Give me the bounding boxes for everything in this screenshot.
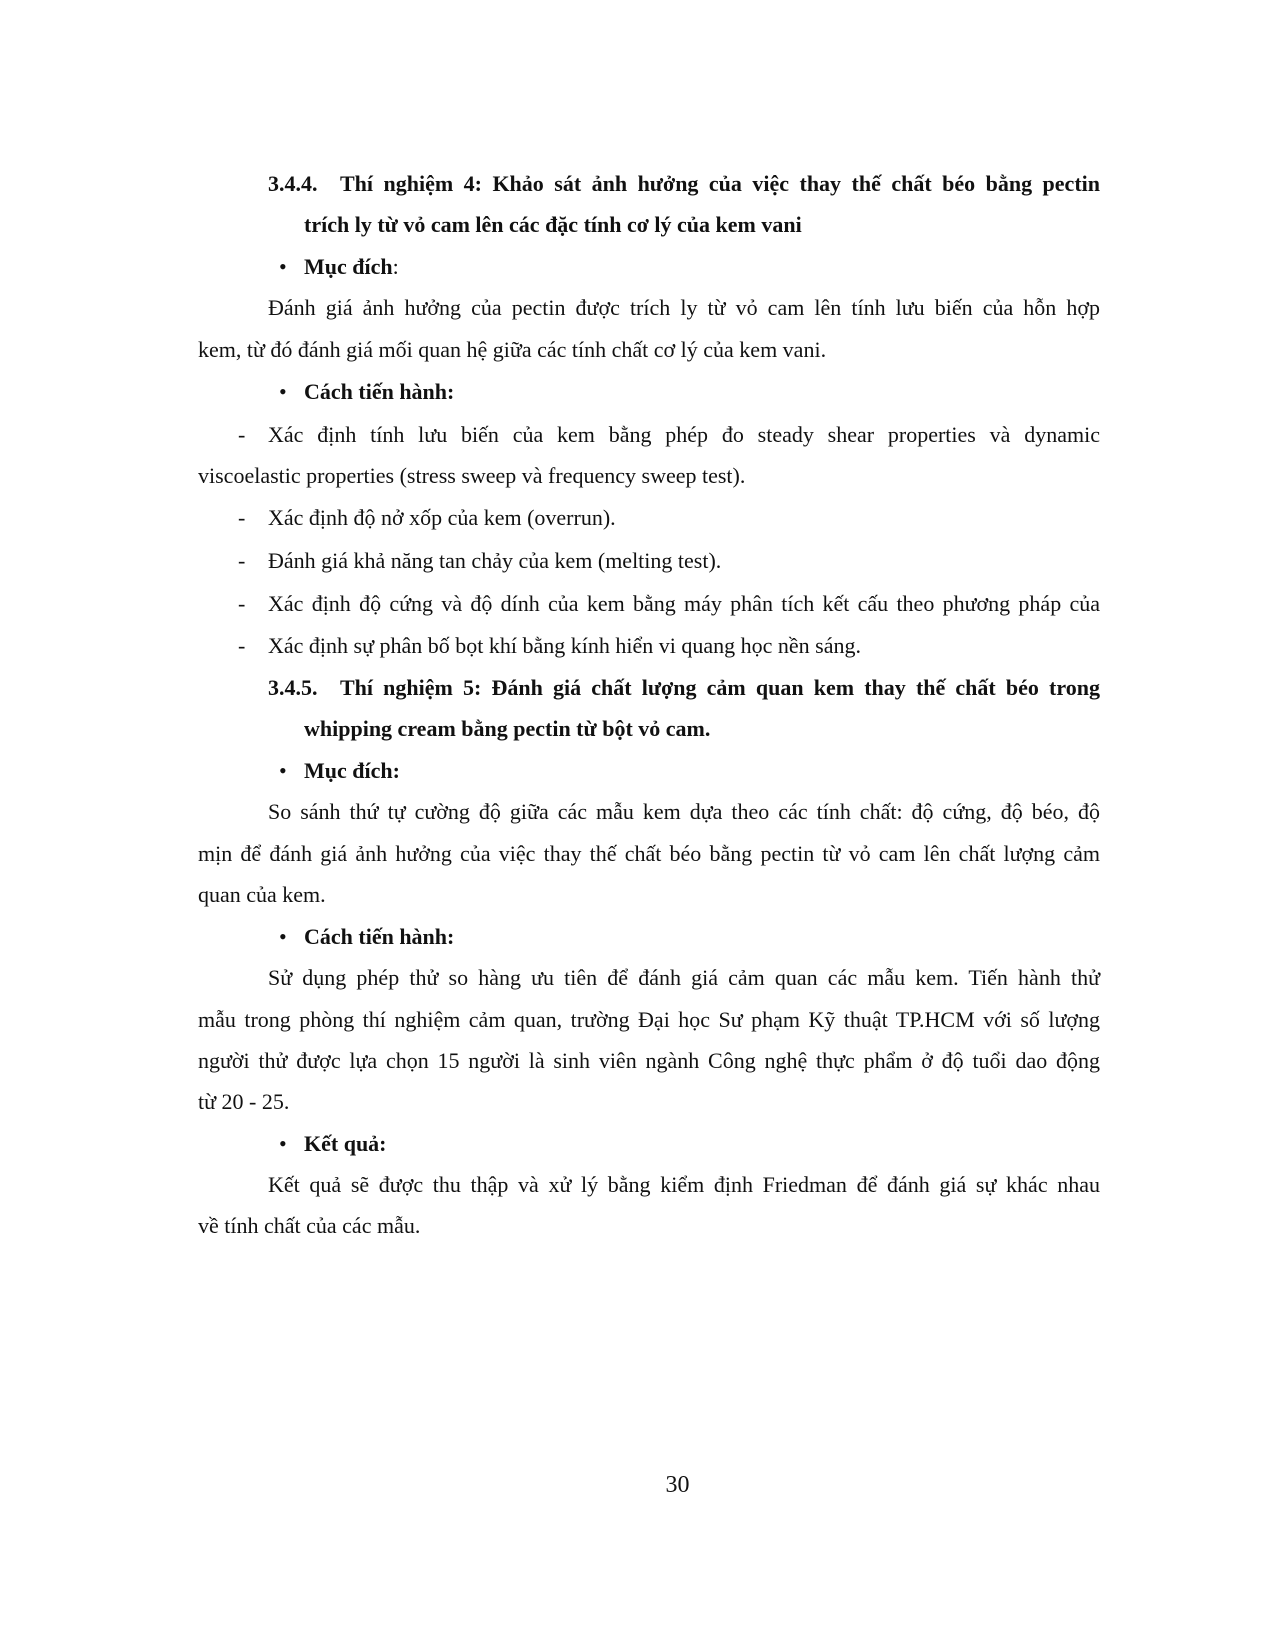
dash-icon: - [238, 591, 246, 616]
step-5: Xác định sự phân bố bọt khí bằng kính hiển vi quang học nền sáng. [268, 633, 861, 658]
bullet-icon: • [279, 379, 287, 404]
result-paragraph-line2: về tính chất của các mẫu. [198, 1213, 421, 1238]
dash-icon: - [238, 548, 246, 573]
result-paragraph-line1: Kết quả sẽ được thu thập và xử lý bằng kiểm định Friedman để đánh giá sự khác nhau [268, 1172, 1100, 1197]
dash-icon: - [238, 505, 246, 530]
purpose-paragraph-line1: Đánh giá ảnh hưởng của pectin được trích ly từ vỏ cam lên tính lưu biến của hỗn hợp [268, 295, 1100, 320]
section-3-4-4-heading-line2: trích ly từ vỏ cam lên các đặc tính cơ lý của kem vani [304, 212, 802, 237]
step-3: Đánh giá khả năng tan chảy của kem (melting test). [268, 548, 722, 573]
method-paragraph-line1: Sử dụng phép thử so hàng ưu tiên để đánh giá cảm quan các mẫu kem. Tiến hành thử [268, 965, 1100, 990]
method-heading: Cách tiến hành: [304, 379, 455, 404]
section-3-4-5-heading-line1: 3.4.5. Thí nghiệm 5: Đánh giá chất lượng cảm quan kem thay thế chất béo trong [268, 673, 1100, 703]
purpose-paragraph-line2: kem, từ đó đánh giá mối quan hệ giữa các tính chất cơ lý của kem vani. [198, 337, 827, 362]
method-heading: Cách tiến hành: [304, 924, 455, 949]
bullet-icon: • [279, 1131, 287, 1156]
method-paragraph-line4: từ 20 - 25. [198, 1089, 290, 1114]
page-number: 30 [665, 1472, 690, 1498]
step-1-line1: Xác định tính lưu biến của kem bằng phép đo steady shear properties và dynamic [268, 422, 1100, 447]
section-number: 3.4.5. [268, 675, 318, 700]
section-number: 3.4.4. [268, 171, 318, 196]
purpose-paragraph-line1: So sánh thứ tự cường độ giữa các mẫu kem dựa theo các tính chất: độ cứng, độ béo, độ [268, 799, 1100, 824]
purpose-paragraph-line2: mịn để đánh giá ảnh hưởng của việc thay thế chất béo bằng pectin từ vỏ cam lên chất lượng cảm [198, 841, 1100, 866]
bullet-icon: • [279, 758, 287, 783]
purpose-paragraph-line3: quan của kem. [198, 882, 326, 907]
step-1-line2: viscoelastic properties (stress sweep và frequency sweep test). [198, 463, 746, 488]
purpose-heading: Mục đích: [304, 758, 400, 783]
method-paragraph-line3: người thử được lựa chọn 15 người là sinh viên ngành Công nghệ thực phẩm ở độ tuổi dao động [198, 1048, 1100, 1073]
dash-icon: - [238, 633, 246, 658]
purpose-heading: Mục đích: [304, 254, 399, 279]
method-paragraph-line2: mẫu trong phòng thí nghiệm cảm quan, trường Đại học Sư phạm Kỹ thuật TP.HCM với số lượng [198, 1007, 1100, 1032]
bullet-icon: • [279, 254, 287, 279]
dash-icon: - [238, 422, 246, 447]
bullet-icon: • [279, 924, 287, 949]
result-heading: Kết quả: [304, 1131, 387, 1156]
section-3-4-4-heading-line1: 3.4.4. Thí nghiệm 4: Khảo sát ảnh hưởng của việc thay thế chất béo bằng pectin [268, 169, 1100, 199]
section-3-4-5-heading-line2: whipping cream bằng pectin từ bột vỏ cam. [304, 716, 711, 741]
step-4: Xác định độ cứng và độ dính của kem bằng máy phân tích kết cấu theo phương pháp của [268, 591, 1100, 616]
step-2: Xác định độ nở xốp của kem (overrun). [268, 505, 616, 530]
